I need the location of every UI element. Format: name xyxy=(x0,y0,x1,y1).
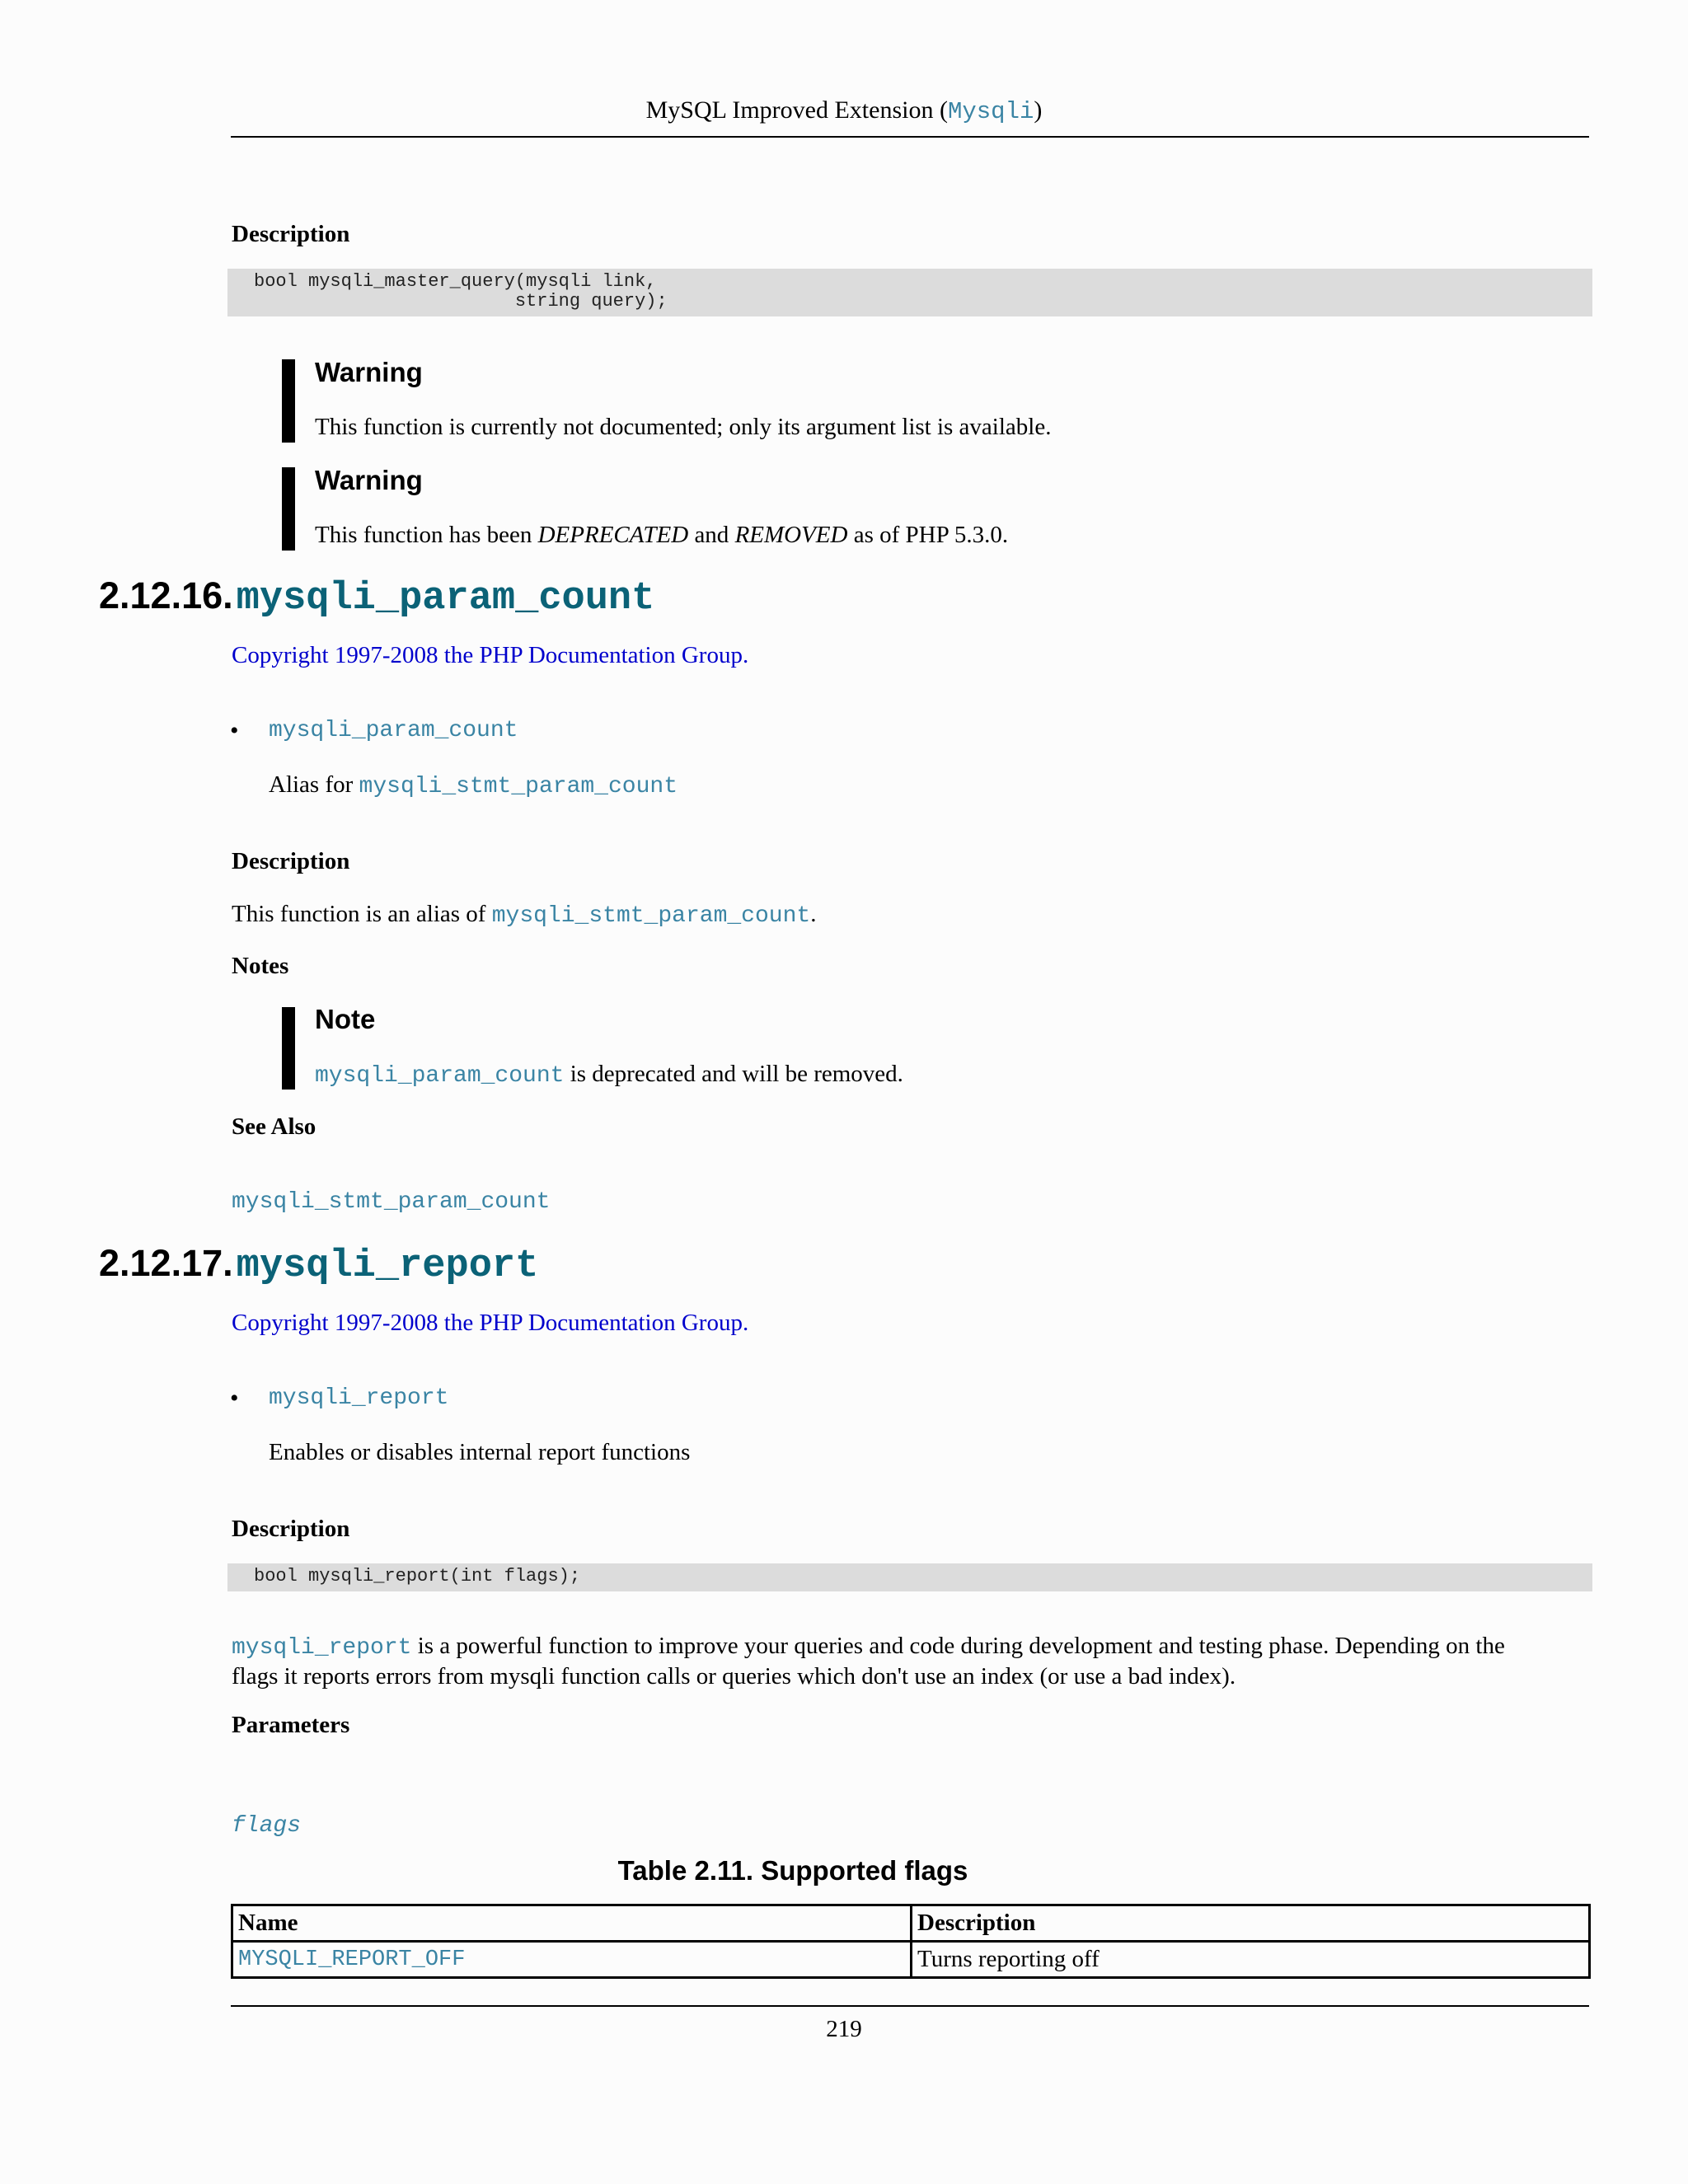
report-function-link[interactable]: mysqli_report xyxy=(232,1635,412,1661)
note-text xyxy=(315,1060,903,1090)
warning-text xyxy=(315,521,1008,549)
section-function-name: mysqli_param_count xyxy=(236,577,655,621)
section-heading-report xyxy=(99,1236,538,1300)
warning-text: This function is currently not documented; only its argument list is available. xyxy=(315,414,1052,440)
warning-bar xyxy=(282,359,295,443)
refpurpose-text: Alias for xyxy=(269,771,359,798)
master-query-synopsis xyxy=(227,269,1592,316)
description-text: This function is an alias of xyxy=(232,901,492,927)
warning-text-part: This function has been xyxy=(315,522,538,548)
table-cell-description: Turns reporting off xyxy=(912,1942,1590,1978)
parameters-label: Parameters xyxy=(232,1712,350,1738)
supported-flags-table xyxy=(231,1904,1591,1979)
table-row xyxy=(232,1942,1590,1978)
header-title-code[interactable]: Mysqli xyxy=(947,98,1034,125)
copyright-link[interactable]: Copyright 1997-2008 the PHP Documentation Group. xyxy=(232,1310,749,1336)
see-also-label: See Also xyxy=(232,1113,316,1140)
section-function-name: mysqli_report xyxy=(236,1244,539,1288)
note-function-link[interactable]: mysqli_param_count xyxy=(315,1063,565,1089)
table-header-cell: Name xyxy=(232,1905,912,1942)
description-text: is a powerful function to improve your queries and code during development and testing phase. Depending on the xyxy=(411,1633,1505,1659)
table-header-row xyxy=(232,1905,1590,1942)
header-title-suffix: ) xyxy=(1034,96,1043,124)
alias-target-link[interactable]: mysqli_stmt_param_count xyxy=(359,774,678,799)
refname-link[interactable]: mysqli_report xyxy=(269,1385,449,1411)
bullet-icon: • xyxy=(230,1385,239,1412)
section-number: 2.12.17. xyxy=(99,1242,233,1284)
master-query-description-label: Description xyxy=(232,221,350,247)
description-text: flags it reports errors from mysqli function calls or queries which don't use an index (or use a bad index). xyxy=(232,1663,1236,1690)
warning-title: Warning xyxy=(315,357,423,387)
warning-text-part: as of PHP 5.3.0. xyxy=(847,522,1009,548)
note-body: is deprecated and will be removed. xyxy=(564,1061,903,1087)
report-description-label: Description xyxy=(232,1516,350,1542)
warning-title: Warning xyxy=(315,465,423,495)
section-heading-param-count xyxy=(99,569,654,632)
note-title: Note xyxy=(315,1004,376,1034)
report-description xyxy=(232,1632,1600,1690)
header-title-prefix: MySQL Improved Extension ( xyxy=(645,96,948,124)
removed-emphasis: REMOVED xyxy=(734,522,848,548)
header-rule xyxy=(231,136,1589,138)
notes-label: Notes xyxy=(232,953,289,979)
refpurpose xyxy=(269,771,678,801)
note-bar xyxy=(282,1007,295,1090)
description-text: . xyxy=(810,901,817,927)
refpurpose: Enables or disables internal report functions xyxy=(269,1439,691,1465)
param-count-description xyxy=(232,900,816,930)
table-caption: Table 2.11. Supported flags xyxy=(617,1855,968,1886)
deprecated-emphasis: DEPRECATED xyxy=(537,522,689,548)
refname-link[interactable]: mysqli_param_count xyxy=(269,718,518,743)
table-header-cell: Description xyxy=(912,1905,1590,1942)
synopsis-line-2: string query); xyxy=(254,291,668,312)
see-also-link[interactable]: mysqli_stmt_param_count xyxy=(232,1189,551,1215)
table-cell-flag[interactable]: MYSQLI_REPORT_OFF xyxy=(232,1942,912,1978)
warning-text-part: and xyxy=(688,522,735,548)
footer-rule xyxy=(231,2005,1589,2007)
running-header xyxy=(0,94,1688,129)
parameter-name: flags xyxy=(232,1813,302,1839)
report-synopsis: bool mysqli_report(int flags); xyxy=(227,1563,1592,1591)
param-count-description-label: Description xyxy=(232,848,350,874)
page-number: 219 xyxy=(826,2016,862,2042)
bullet-icon: • xyxy=(230,717,239,744)
alias-target-link[interactable]: mysqli_stmt_param_count xyxy=(491,903,811,929)
copyright-link[interactable]: Copyright 1997-2008 the PHP Documentation Group. xyxy=(232,642,749,668)
synopsis-line-1: bool mysqli_master_query(mysqli link, xyxy=(254,271,657,292)
section-number: 2.12.16. xyxy=(99,574,233,616)
warning-bar xyxy=(282,467,295,551)
